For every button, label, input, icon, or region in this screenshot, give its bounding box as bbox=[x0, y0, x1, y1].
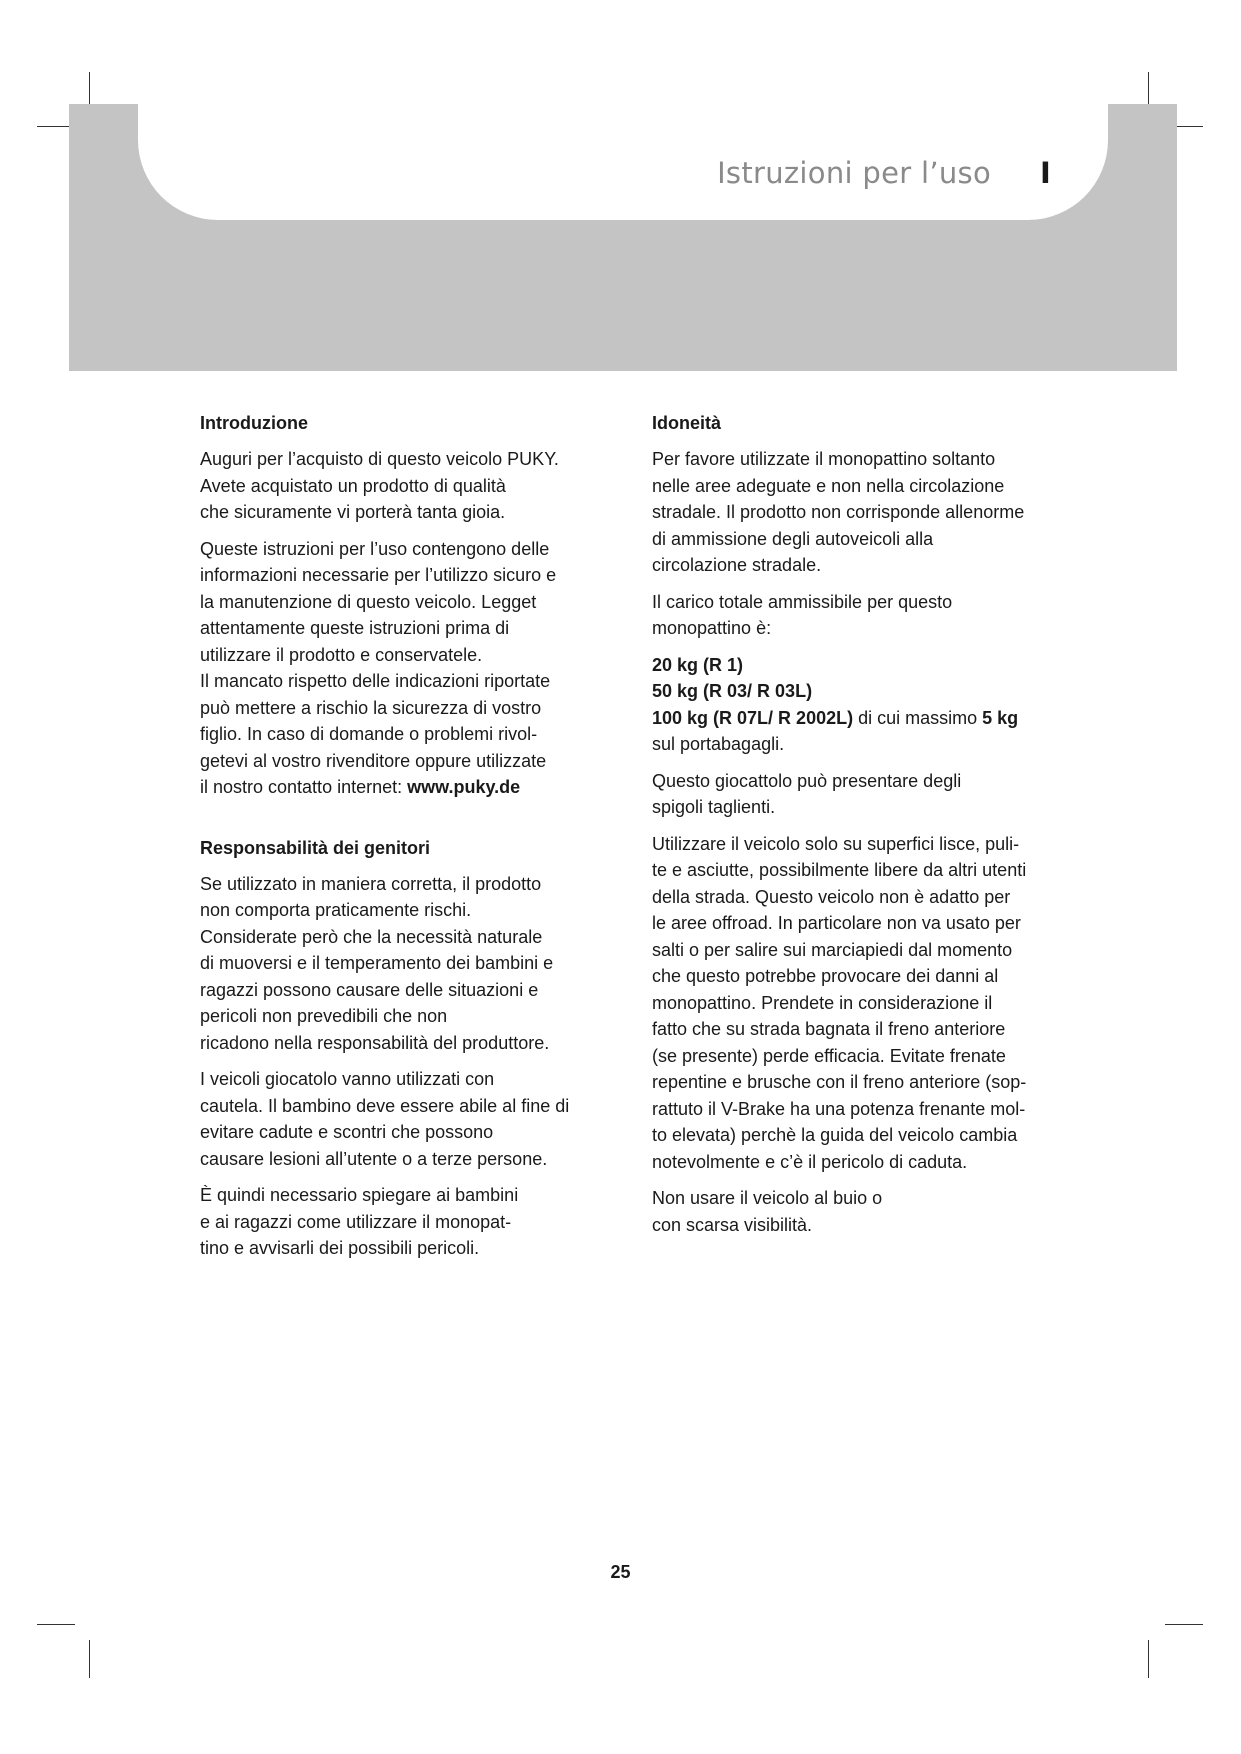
text-line: Per favore utilizzate il monopattino soltanto bbox=[652, 449, 996, 469]
suitability-paragraph-2 bbox=[652, 589, 1072, 642]
suitability-paragraph-4 bbox=[652, 831, 1072, 1176]
text-line: della strada. Questo veicolo non è adatto per bbox=[652, 886, 1011, 907]
text-line: non comporta praticamente rischi. bbox=[200, 900, 472, 920]
text-line: Avete acquistato un prodotto di qualità bbox=[200, 475, 506, 496]
intro-heading: Introduzione bbox=[200, 413, 308, 433]
text-line: spigoli taglienti. bbox=[652, 797, 776, 817]
left-column bbox=[200, 410, 620, 1272]
text-line: stradale. Il prodotto non corrisponde allenorme bbox=[652, 502, 1025, 522]
crop-mark bbox=[89, 1640, 90, 1678]
load-limit: 50 kg (R 03/ R 03L) bbox=[652, 681, 813, 701]
text-line: di muoversi e il temperamento dei bambini e bbox=[200, 953, 554, 973]
crop-mark bbox=[1148, 1640, 1149, 1678]
responsibility-paragraph-3 bbox=[200, 1182, 620, 1262]
text-line: sul portabagagli. bbox=[652, 734, 785, 754]
crop-mark bbox=[37, 1624, 75, 1625]
text-line: cautela. Il bambino deve essere abile al fine di bbox=[200, 1095, 570, 1116]
text-line: Il mancato rispetto delle indicazioni riportate bbox=[200, 671, 551, 691]
text-line: Se utilizzato in maniera corretta, il prodotto bbox=[200, 873, 542, 894]
text-line: può mettere a rischio la sicurezza di vostro bbox=[200, 697, 542, 718]
text-line: Non usare il veicolo al buio o bbox=[652, 1188, 883, 1208]
page-title: Istruzioni per l’uso bbox=[717, 156, 991, 190]
load-limit: 20 kg (R 1) bbox=[652, 654, 744, 675]
text-line: rattuto il V-Brake ha una potenza frenante mol- bbox=[652, 1098, 1026, 1119]
load-limit-text: di cui massimo bbox=[853, 707, 983, 728]
text-line: le aree offroad. In particolare non va usato per bbox=[652, 913, 1021, 933]
suitability-paragraph-5 bbox=[652, 1185, 1072, 1238]
contact-prefix: il nostro contatto internet: bbox=[200, 777, 408, 797]
text-line: monopattino. Prendete in considerazione il bbox=[652, 992, 993, 1013]
load-limit: 100 kg (R 07L/ R 2002L) bbox=[652, 707, 854, 728]
text-line: monopattino è: bbox=[652, 618, 772, 638]
text-line: Il carico totale ammissibile per questo bbox=[652, 591, 953, 612]
text-line: I veicoli giocatolo vanno utilizzati con bbox=[200, 1069, 495, 1089]
text-line: getevi al vostro rivenditore oppure utilizzate bbox=[200, 750, 547, 771]
text-line: di ammissione degli autoveicoli alla bbox=[652, 528, 934, 549]
responsibility-paragraph-1 bbox=[200, 871, 620, 1057]
responsibility-paragraph-2 bbox=[200, 1066, 620, 1172]
text-line: È quindi necessario spiegare ai bambini bbox=[200, 1185, 519, 1205]
text-line: con scarsa visibilità. bbox=[652, 1214, 813, 1235]
text-line: informazioni necessarie per l’utilizzo sicuro e bbox=[200, 565, 557, 585]
text-line: Utilizzare il veicolo solo su superfici lisce, puli- bbox=[652, 833, 1020, 854]
text-line: pericoli non prevedibili che non bbox=[200, 1006, 448, 1026]
suitability-paragraph-3 bbox=[652, 768, 1072, 821]
text-line: figlio. In caso di domande o problemi rivol- bbox=[200, 724, 538, 744]
contact-url: www.puky.de bbox=[407, 777, 521, 797]
language-mark: I bbox=[1040, 156, 1051, 190]
intro-paragraph-1 bbox=[200, 446, 620, 526]
text-line: Auguri per l’acquisto di questo veicolo PUKY. bbox=[200, 449, 559, 469]
text-line: attentamente queste istruzioni prima di bbox=[200, 618, 510, 638]
suitability-heading: Idoneità bbox=[652, 413, 722, 433]
text-line: causare lesioni all’utente o a terze persone. bbox=[200, 1148, 548, 1169]
text-line: tino e avvisarli dei possibili pericoli. bbox=[200, 1238, 480, 1258]
text-line: che sicuramente vi porterà tanta gioia. bbox=[200, 502, 506, 522]
text-line: Questo giocattolo può presentare degli bbox=[652, 770, 962, 791]
crop-mark bbox=[1165, 1624, 1203, 1625]
text-line: Considerate però che la necessità naturale bbox=[200, 926, 543, 947]
responsibility-heading: Responsabilità dei genitori bbox=[200, 837, 431, 858]
luggage-max-load: 5 kg bbox=[982, 707, 1019, 728]
text-line: utilizzare il prodotto e conservatele. bbox=[200, 644, 483, 665]
text-line: Queste istruzioni per l’uso contengono delle bbox=[200, 538, 550, 559]
text-line: to elevata) perchè la guida del veicolo cambia bbox=[652, 1125, 1018, 1145]
text-line: fatto che su strada bagnata il freno anteriore bbox=[652, 1019, 1006, 1039]
suitability-paragraph-1 bbox=[652, 446, 1072, 579]
text-line: ragazzi possono causare delle situazioni e bbox=[200, 979, 539, 1000]
text-line: evitare cadute e scontri che possono bbox=[200, 1122, 494, 1142]
text-line: te e asciutte, possibilmente libere da altri utenti bbox=[652, 860, 1027, 880]
load-list bbox=[652, 652, 1072, 758]
text-line: che questo potrebbe provocare dei danni al bbox=[652, 966, 999, 986]
right-column bbox=[652, 410, 1072, 1248]
page-number: 25 bbox=[610, 1562, 631, 1582]
text-line: notevolmente e c’è il pericolo di caduta. bbox=[652, 1151, 968, 1172]
text-line: ricadono nella responsabilità del produttore. bbox=[200, 1032, 550, 1053]
text-line: salti o per salire sui marciapiedi dal momento bbox=[652, 939, 1013, 960]
text-line: la manutenzione di questo veicolo. Legget bbox=[200, 591, 537, 612]
text-line: e ai ragazzi come utilizzare il monopat- bbox=[200, 1211, 512, 1232]
text-line: nelle aree adeguate e non nella circolazione bbox=[652, 475, 1005, 496]
text-line: repentine e brusche con il freno anteriore (sop- bbox=[652, 1072, 1027, 1092]
intro-paragraph-2 bbox=[200, 536, 620, 801]
text-line: circolazione stradale. bbox=[652, 555, 822, 575]
text-line: (se presente) perde efficacia. Evitate frenate bbox=[652, 1045, 1006, 1066]
